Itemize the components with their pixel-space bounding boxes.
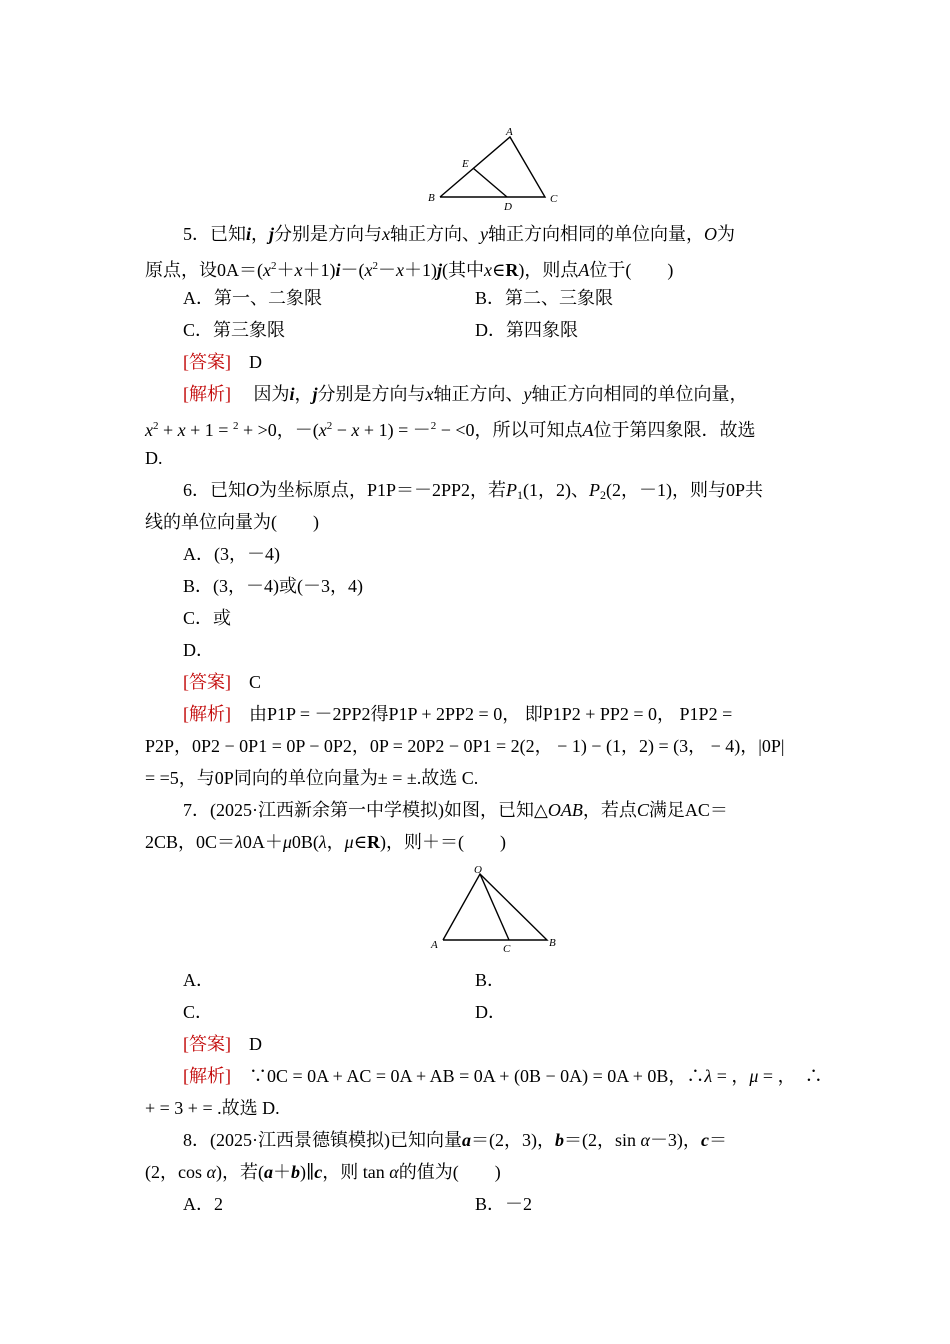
q7-option-b: B． (475, 970, 506, 990)
label-c2: C (503, 943, 511, 955)
label-d: D (504, 201, 512, 212)
q7-option-d: D． (475, 1002, 506, 1022)
q5-explanation-line1: [解析] 因为i，j分别是方向与x轴正方向、y轴正方向相同的单位向量， (183, 384, 748, 404)
q5-option-b: B．第二、三象限 (475, 288, 614, 308)
label-a: A (506, 126, 513, 138)
q5-option-a: A．第一、二象限 (183, 288, 322, 308)
q6-explanation-line1: [解析] 由P1P = －2PP2得P1P + 2PP2 = 0， 即P1P2 + PP2 = 0， P1P2 = (183, 704, 733, 724)
q6-stem-line2: 线的单位向量为( ) (145, 512, 319, 532)
q8-stem-line2: (2，cos α)，若(a＋b)∥c，则 tan α的值为( ) (145, 1162, 501, 1182)
q7-explanation-line2: + = 3 + = .故选 D. (145, 1098, 280, 1118)
q8-source: (2025·江西景德镇模拟) (210, 1130, 390, 1150)
q7-option-a: A． (183, 970, 214, 990)
q5-option-c: C．第三象限 (183, 320, 286, 340)
figure-triangle-abc (420, 122, 570, 212)
q7-stem-line2: 2CB，0C＝λ0A＋μ0B(λ，μ∈R)，则＋＝( ) (145, 832, 507, 852)
q6-stem-line1: 6．已知O为坐标原点，P1P＝－2PP2，若$P_1(1$，2)、$P_2(2$，－1)，则与0P共 (183, 480, 764, 502)
q8-stem-line1: 8．(2025·江西景德镇模拟)已知向量a＝(2，3)，b＝(2，sin α－3)，c＝ (183, 1130, 727, 1150)
q7-source: (2025·江西新余第一中学模拟) (210, 800, 444, 820)
label-o: O (474, 864, 482, 876)
triangle-abc-outline (440, 137, 545, 197)
segment-ed (473, 168, 507, 197)
q6-option-d: D． (183, 640, 214, 660)
q6-option-c: C．或 (183, 608, 232, 628)
q7-explanation-line1: [解析] ∵0C = 0A + AC = 0A + AB = 0A + (0B − 0A) = 0A + 0B，∴λ = ，μ = ， ∴ (183, 1066, 823, 1086)
q6-answer: [答案] C (183, 672, 262, 692)
q8-option-a: A．2 (183, 1194, 223, 1214)
q7-option-c: C． (183, 1002, 214, 1022)
label-a2: A (431, 939, 438, 951)
q5-option-d: D．第四象限 (475, 320, 578, 340)
q7-answer: [答案] D (183, 1034, 262, 1054)
q7-stem-line1: 7．(2025·江西新余第一中学模拟)如图，已知△OAB，若点C满足AC＝ (183, 800, 728, 820)
q6-option-b: B．(3，－4)或(－3，4) (183, 576, 363, 596)
q6-option-a: A．(3，－4) (183, 544, 280, 564)
label-b: B (428, 192, 435, 204)
q8-option-b: B．－2 (475, 1194, 533, 1214)
label-e: E (462, 158, 469, 170)
q6-explanation-line2: P2P，0P2 − 0P1 = 0P − 0P2，0P = 20P2 − 0P1 = 2(2， − 1) − (1，2) = (3， − 4)，|0P| (145, 736, 785, 756)
q5-answer: [答案] D (183, 352, 262, 372)
label-b2: B (549, 937, 556, 949)
segment-oc (480, 874, 509, 940)
q5-stem-line1: 5．已知i，j分别是方向与x轴正方向、y轴正方向相同的单位向量，O为 (183, 224, 736, 244)
figure-triangle-oab (425, 862, 565, 957)
q6-explanation-line3: = =5，与0P同向的单位向量为± = ±.故选 C. (145, 768, 479, 788)
q5-explanation-line3: D. (145, 448, 163, 468)
label-c: C (550, 193, 558, 205)
q5-stem-line2: 原点，设$0A=(x^2+x+1)i-(x^2-x+1)j$(其中x∈R)，则点A位于( ) (145, 260, 674, 280)
q5-explanation-line2: $x^2 + x + 1 = ^2 + >0$，$-(x^2 - x + 1) = -^2 - <0$，所以可知点A位于第四象限．故选 (145, 420, 756, 440)
